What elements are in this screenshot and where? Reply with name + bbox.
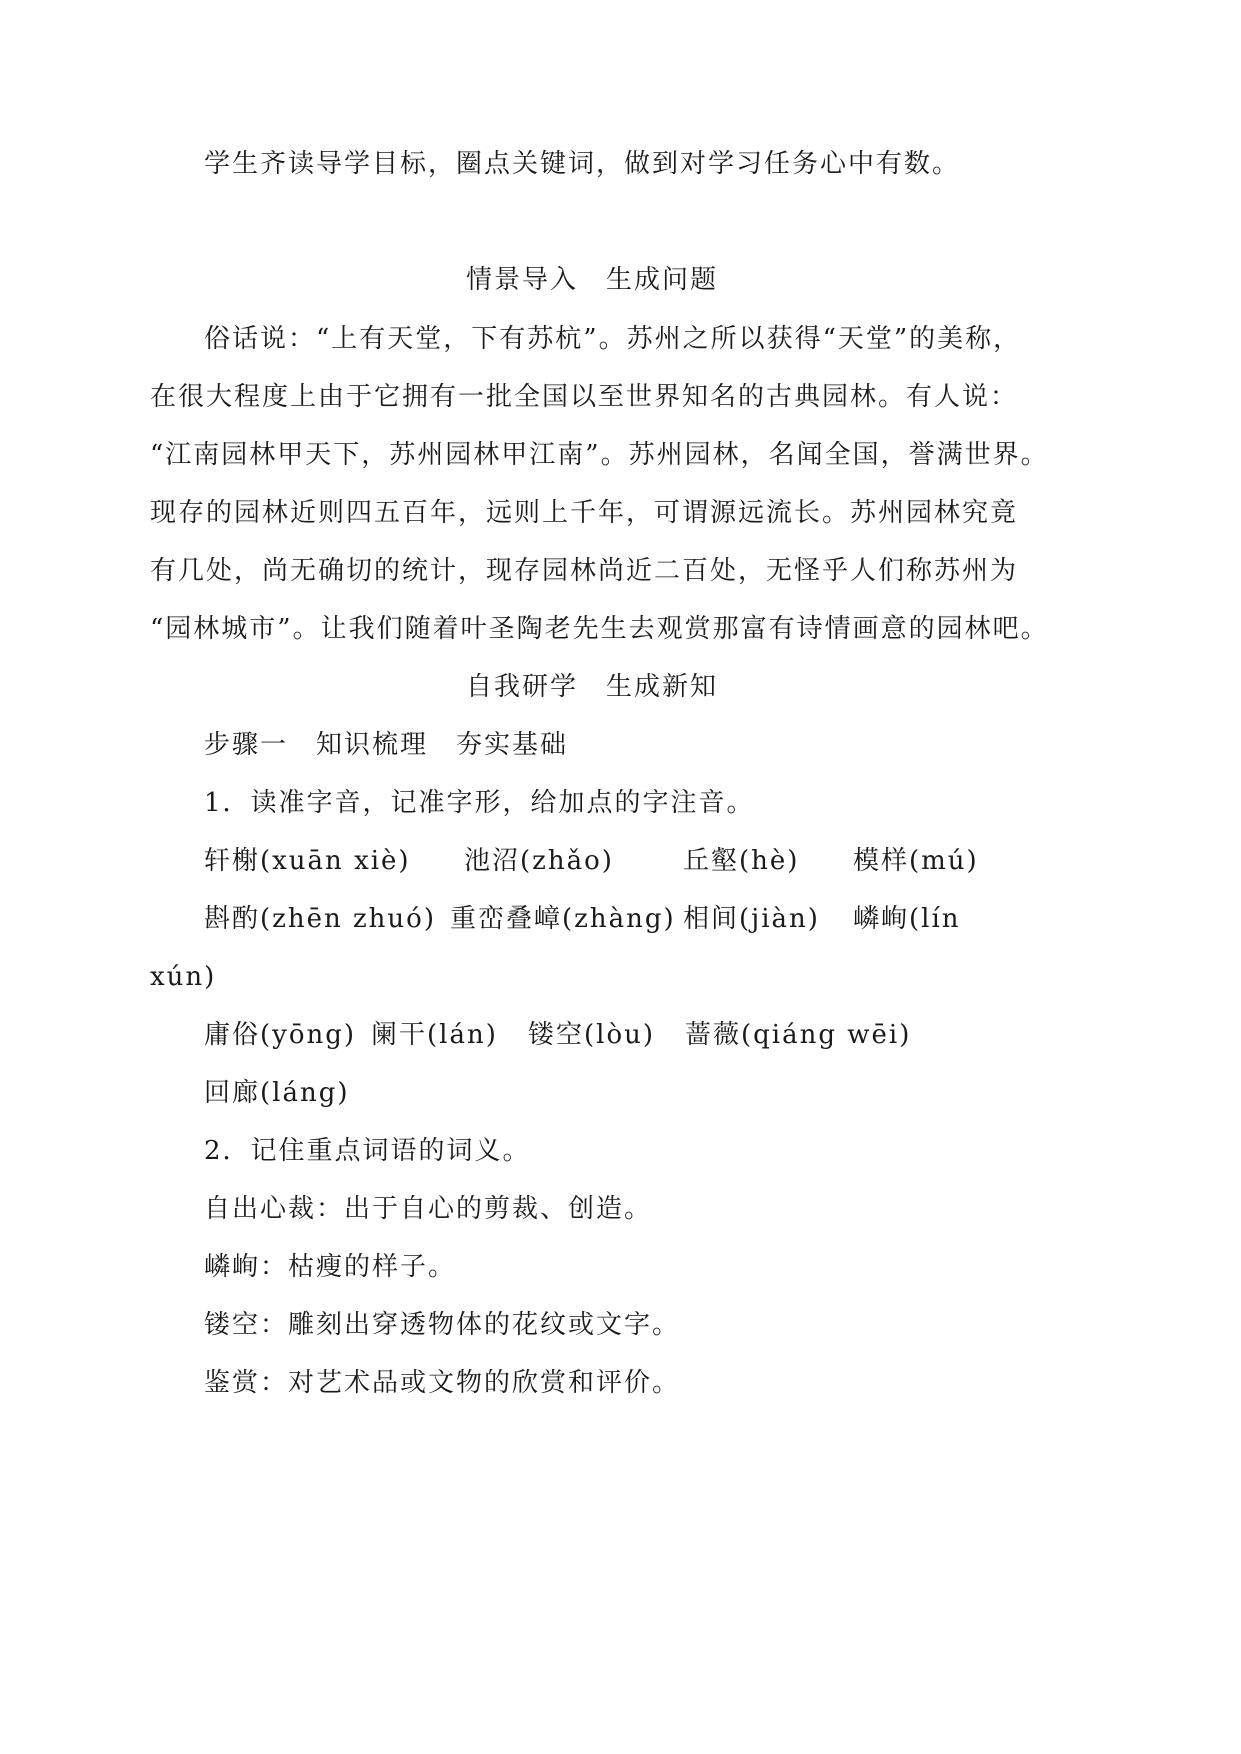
- pinyin-entry: 重峦叠嶂(zhàng): [450, 904, 676, 934]
- pinyin-entry: 丘壑(hè): [683, 846, 800, 876]
- section-heading-self-study: 自我研学 生成新知: [466, 672, 719, 702]
- pinyin-entry: 阑干(lán): [371, 1020, 498, 1050]
- paragraph-line: 在很大程度上由于它拥有一批全国以至世界知名的古典园林。有人说：: [150, 382, 1019, 412]
- paragraph-line: 现存的园林近则四五百年，远则上千年，可谓源远流长。苏州园林究竟: [150, 498, 1019, 528]
- step-one-heading: 步骤一 知识梳理 夯实基础: [204, 730, 569, 760]
- pinyin-entry: 蔷薇(qiáng wēi): [685, 1020, 912, 1050]
- definition-item: 鉴赏：对艺术品或文物的欣赏和评价。: [204, 1368, 681, 1398]
- item-1: 1．读准字音，记准字形，给加点的字注音。: [204, 788, 755, 818]
- pinyin-entry: 庸俗(yōng): [204, 1020, 357, 1050]
- pinyin-entry: 相间(jiàn): [683, 904, 820, 934]
- definition-item: 镂空：雕刻出穿透物体的花纹或文字。: [204, 1310, 681, 1340]
- intro-text: 学生齐读导学目标，圈点关键词，做到对学习任务心中有数。: [204, 149, 961, 179]
- pinyin-entry: 池沼(zhǎo): [464, 846, 614, 876]
- paragraph-line: “园林城市”。让我们随着叶圣陶老先生去观赏那富有诗情画意的园林吧。: [150, 614, 1049, 644]
- pinyin-continuation: xún): [150, 962, 217, 992]
- pinyin-entry: 轩榭(xuān xiè): [204, 846, 411, 876]
- definition-item: 嶙峋：枯瘦的样子。: [204, 1252, 457, 1282]
- item-2: 2．记住重点词语的词义。: [204, 1136, 531, 1166]
- pinyin-entry: 镂空(lòu): [528, 1020, 656, 1050]
- pinyin-entry: 斟酌(zhēn zhuó): [204, 904, 436, 934]
- paragraph-line: 有几处，尚无确切的统计，现存园林尚近二百处，无怪乎人们称苏州为: [150, 556, 1019, 586]
- definition-item: 自出心裁：出于自心的剪裁、创造。: [204, 1194, 653, 1224]
- pinyin-entry: 模样(mú): [853, 846, 979, 876]
- paragraph-line: 俗话说：“上有天堂，下有苏杭”。苏州之所以获得“天堂”的美称，: [204, 324, 1022, 354]
- pinyin-entry: 嶙峋(lín: [853, 904, 961, 934]
- section-heading-scenario: 情景导入 生成问题: [466, 265, 719, 295]
- paragraph-line: “江南园林甲天下，苏州园林甲江南”。苏州园林，名闻全国，誉满世界。: [150, 440, 1049, 470]
- pinyin-entry: 回廊(láng): [204, 1078, 350, 1108]
